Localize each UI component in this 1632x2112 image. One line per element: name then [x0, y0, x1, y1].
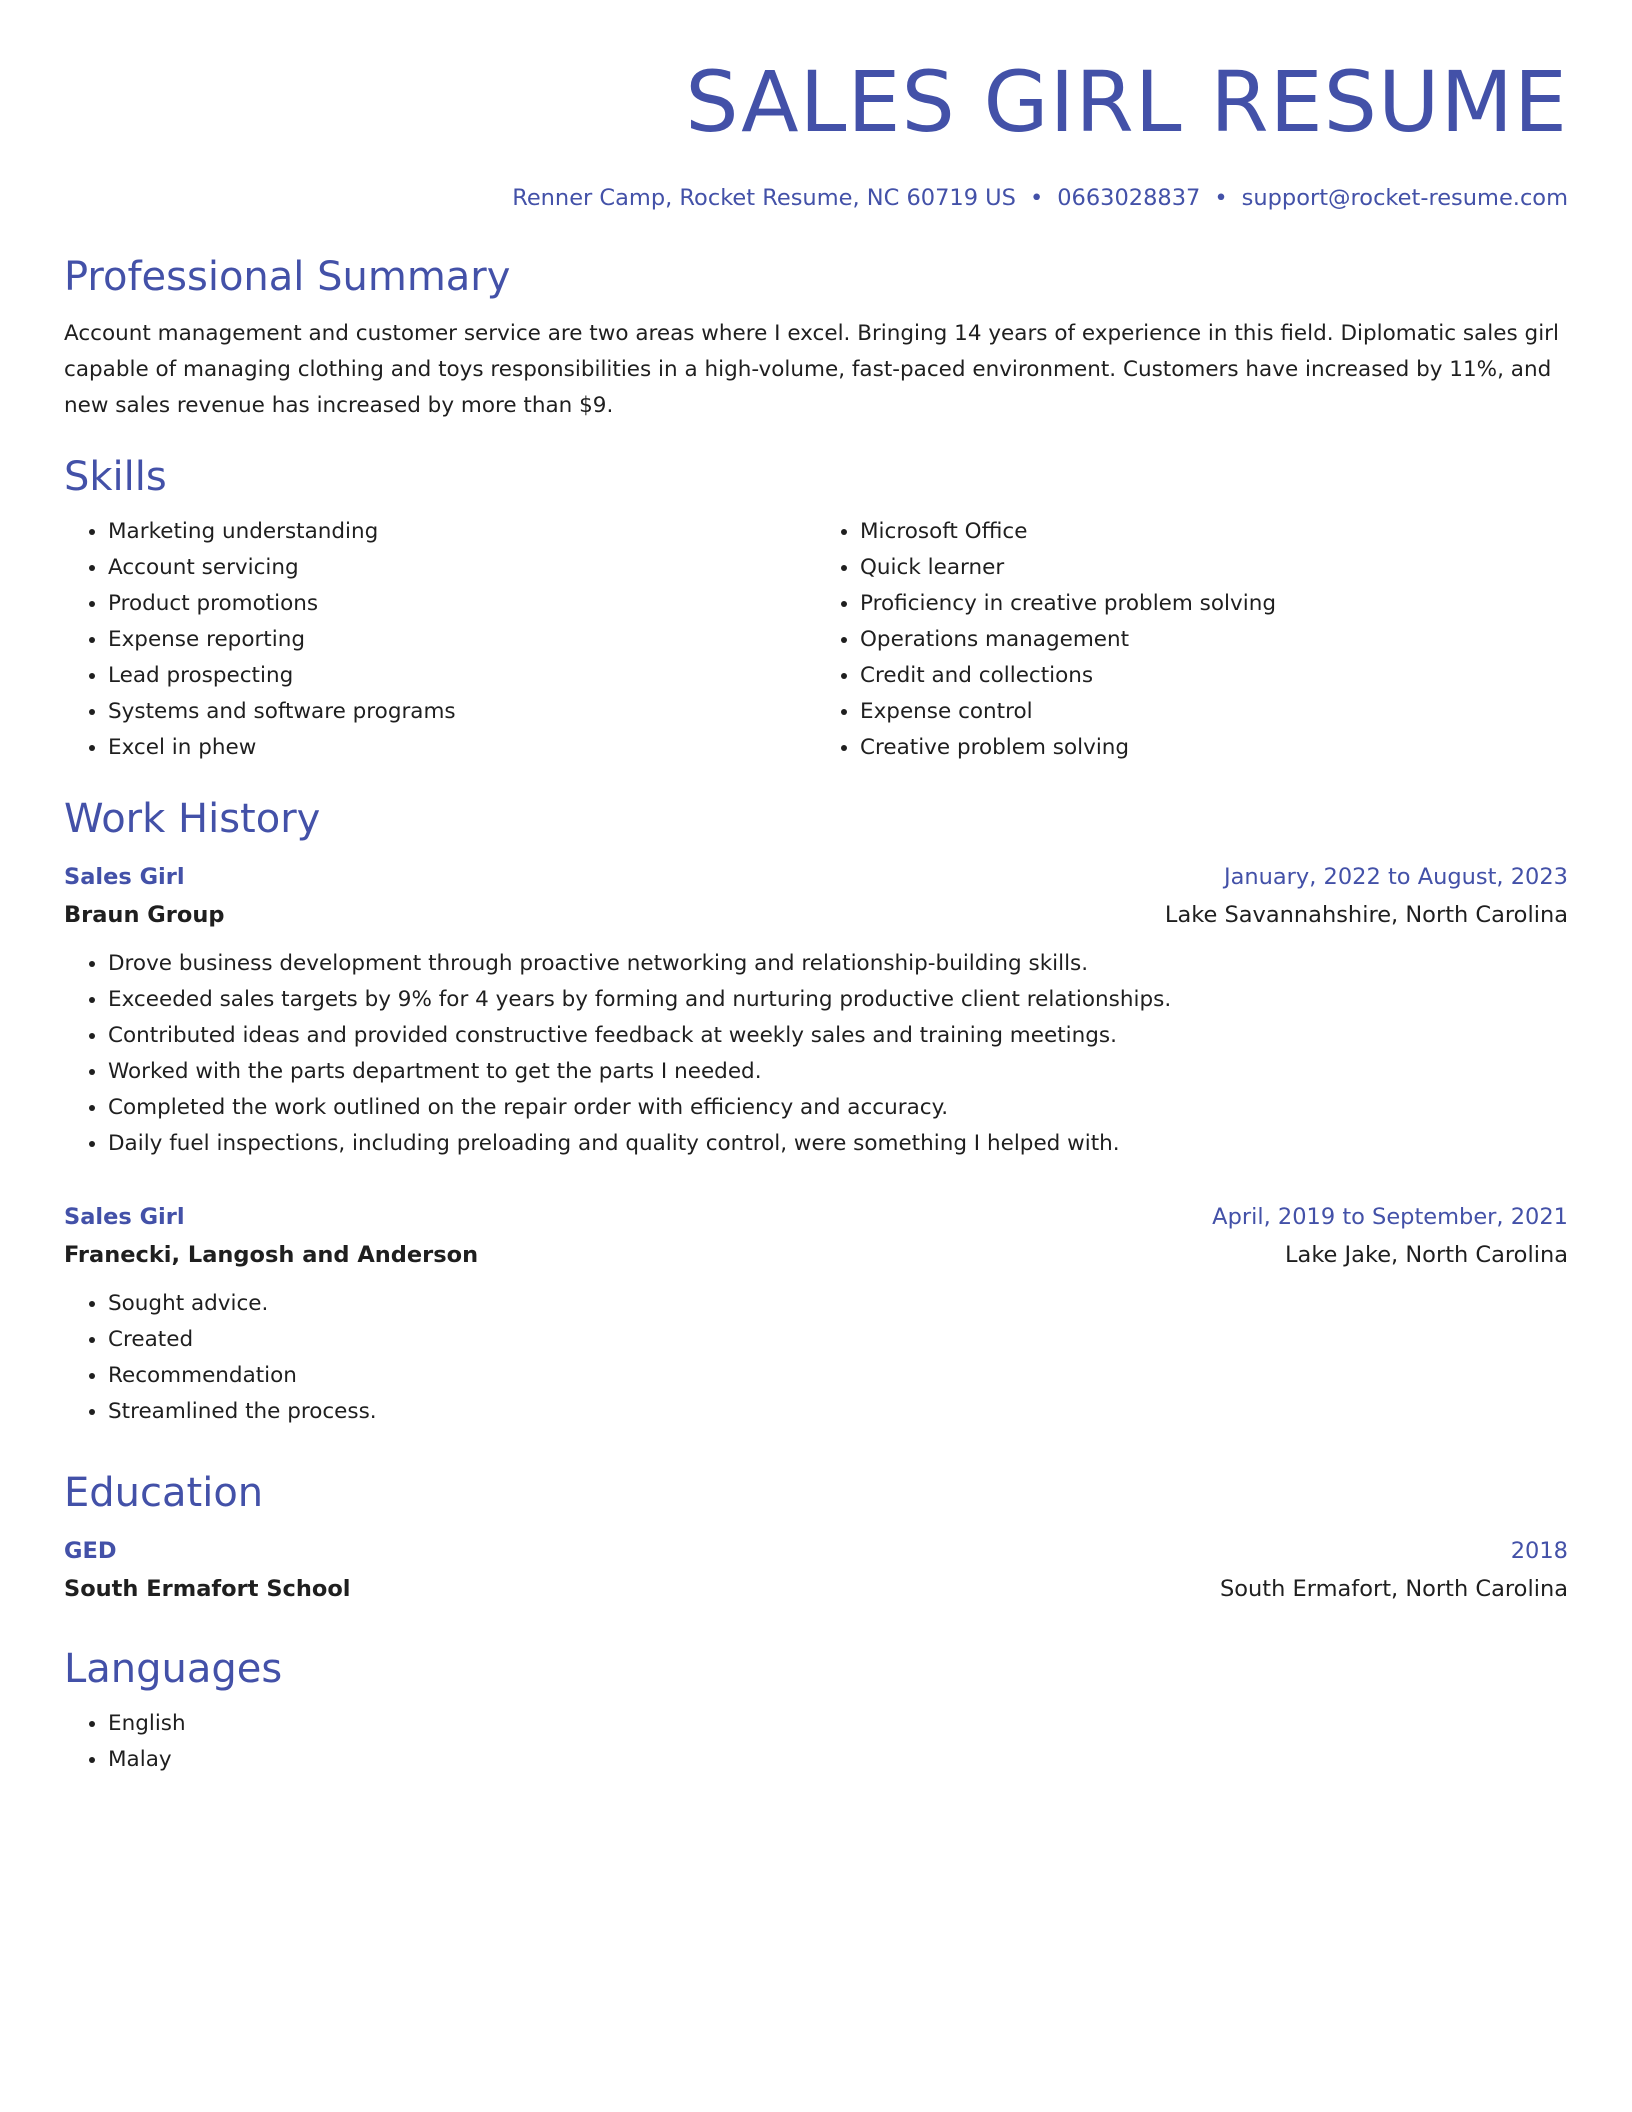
work-history-heading: Work History — [64, 796, 321, 842]
education-heading: Education — [64, 1470, 264, 1516]
contact-separator: • — [1029, 185, 1044, 211]
job-duties — [64, 946, 1568, 1162]
skill-item: • Quick learner — [860, 550, 1568, 586]
languages-list — [64, 1706, 1568, 1778]
job-title-row — [64, 858, 1568, 896]
skill-item: • Expense reporting — [108, 622, 816, 658]
skill-item: • Systems and software programs — [108, 694, 816, 730]
skill-item: • Proficiency in creative problem solving — [860, 586, 1568, 622]
skill-item: • Microsoft Office — [860, 514, 1568, 550]
job-dates: April, 2019 to September, 2021 — [1212, 1204, 1568, 1230]
skill-item: • Marketing understanding — [108, 514, 816, 550]
job-title: Sales Girl — [64, 1204, 185, 1230]
job-company-row — [64, 896, 1568, 934]
skills-heading: Skills — [64, 454, 167, 500]
duty-item: • Sought advice. — [108, 1286, 1568, 1322]
contact-email: support@rocket-resume.com — [1241, 185, 1568, 211]
duty-item: • Daily fuel inspections, including preloading and quality control, were something I helped with. — [108, 1126, 1568, 1162]
language-item: • Malay — [108, 1742, 1568, 1778]
duty-item: • Streamlined the process. — [108, 1394, 1568, 1430]
job-company-row — [64, 1236, 1568, 1274]
duty-item: • Contributed ideas and provided constructive feedback at weekly sales and training meetings. — [108, 1018, 1568, 1054]
job-dates: January, 2022 to August, 2023 — [1223, 864, 1568, 890]
job-company: Braun Group — [64, 902, 225, 928]
languages-heading: Languages — [64, 1646, 283, 1692]
skills-column-left — [64, 514, 816, 766]
skill-item: • Expense control — [860, 694, 1568, 730]
skills-list — [64, 514, 1568, 766]
resume-title: SALES GIRL RESUME — [685, 53, 1568, 151]
education-school: South Ermafort School — [64, 1576, 351, 1602]
language-item: • English — [108, 1706, 1568, 1742]
skill-item: • Credit and collections — [860, 658, 1568, 694]
contact-phone: 0663028837 — [1057, 185, 1201, 211]
education-degree-row — [64, 1532, 1568, 1570]
contact-address: Renner Camp, Rocket Resume, NC 60719 US — [512, 185, 1016, 211]
education-degree: GED — [64, 1538, 117, 1564]
duty-item: • Exceeded sales targets by 9% for 4 years by forming and nurturing productive client relationships. — [108, 982, 1568, 1018]
education-school-row — [64, 1570, 1568, 1608]
skill-item: • Product promotions — [108, 586, 816, 622]
duty-item: • Worked with the parts department to get the parts I needed. — [108, 1054, 1568, 1090]
resume-header — [64, 0, 1568, 214]
summary-heading: Professional Summary — [64, 254, 511, 300]
job-entry — [64, 1198, 1568, 1430]
skill-item: • Creative problem solving — [860, 730, 1568, 766]
duty-item: • Created — [108, 1322, 1568, 1358]
job-company: Franecki, Langosh and Anderson — [64, 1242, 479, 1268]
education-entry — [64, 1532, 1568, 1608]
duty-item: • Completed the work outlined on the repair order with efficiency and accuracy. — [108, 1090, 1568, 1126]
summary-text: Account management and customer service are two areas where I excel. Bringing 14 years of experience in this field. Diplomatic sales girl capable of managing clothing and toys responsibilities in a high-volume, fast-paced environment. Customers have increased by 11%, and new sales revenue has increased by more than $9. — [64, 321, 1559, 418]
skill-item: • Operations management — [860, 622, 1568, 658]
job-title: Sales Girl — [64, 864, 185, 890]
skill-item: • Account servicing — [108, 550, 816, 586]
job-location: Lake Savannahshire, North Carolina — [1164, 902, 1568, 928]
job-entry — [64, 858, 1568, 1162]
education-location: South Ermafort, North Carolina — [1219, 1576, 1568, 1602]
job-duties — [64, 1286, 1568, 1430]
duty-item: • Drove business development through proactive networking and relationship-building skills. — [108, 946, 1568, 982]
contact-separator: • — [1214, 185, 1228, 211]
skill-item: • Excel in phew — [108, 730, 816, 766]
job-title-row — [64, 1198, 1568, 1236]
job-location: Lake Jake, North Carolina — [1285, 1242, 1568, 1268]
skill-item: • Lead prospecting — [108, 658, 816, 694]
skills-column-right — [816, 514, 1568, 766]
education-year: 2018 — [1510, 1538, 1568, 1564]
contact-line — [64, 182, 1568, 214]
duty-item: • Recommendation — [108, 1358, 1568, 1394]
